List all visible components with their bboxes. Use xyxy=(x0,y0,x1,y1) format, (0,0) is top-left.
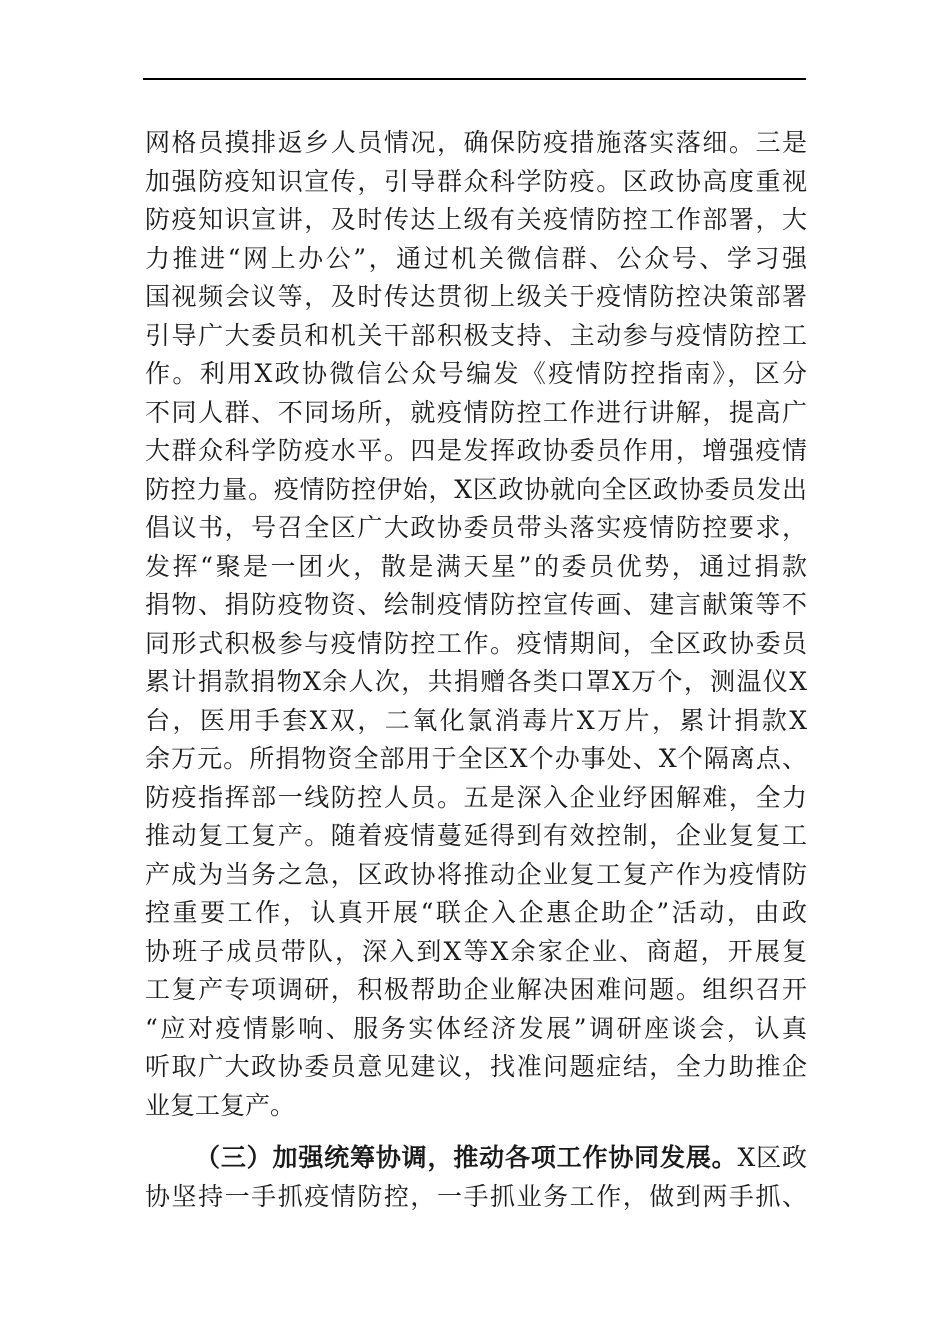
text-line: 防控力量。疫情防控伊始，X区政协就向全区政协委员发出 xyxy=(145,474,807,504)
text-line: 工复产专项调研，积极帮助企业解决困难问题。组织召开 xyxy=(145,975,807,1004)
text-line: 网格员摸排返乡人员情况，确保防疫措施落实落细。三是 xyxy=(145,128,807,157)
section-heading-line xyxy=(145,1139,807,1178)
heading-tail-text: X区政 xyxy=(737,1143,807,1172)
text-line: 听取广大政协委员意见建议，找准问题症结，全力助推企 xyxy=(145,1052,807,1081)
text-line: 同形式积极参与疫情防控工作。疫情期间，全区政协委员 xyxy=(145,628,807,658)
paragraph-2 xyxy=(145,1139,807,1216)
text-line: 台，医用手套X双，二氧化氯消毒片X万片，累计捐款X xyxy=(145,705,807,735)
text-line: 防疫指挥部一线防控人员。五是深入企业纾困解难，全力 xyxy=(145,782,807,812)
text-line: 不同人群、不同场所，就疫情防控工作进行讲解，提高广 xyxy=(145,397,807,427)
text-line: 推动复工复产。随着疫情蔓延得到有效控制，企业复复工 xyxy=(145,821,807,850)
text-line: “应对疫情影响、服务实体经济发展”调研座谈会，认真 xyxy=(145,1013,807,1043)
text-line: 捐物、捐防疫物资、绘制疫情防控宣传画、建言献策等不 xyxy=(145,590,807,619)
text-line: 引导广大委员和机关干部积极支持、主动参与疫情防控工 xyxy=(145,320,807,350)
text-line: 防疫知识宣讲，及时传达上级有关疫情防控工作部署，大 xyxy=(145,205,807,234)
text-line: 协班子成员带队，深入到X等X余家企业、商超，开展复 xyxy=(145,936,807,966)
text-line: 倡议书，号召全区广大政协委员带头落实疫情防控要求， xyxy=(145,513,807,542)
text-line: 国视频会议等，及时传达贯彻上级关于疫情防控决策部署 xyxy=(145,282,807,311)
section-heading: （三）加强统筹协调，推动各项工作协同发展。 xyxy=(195,1143,738,1172)
text-line: 加强防疫知识宣传，引导群众科学防疫。区政协高度重视 xyxy=(145,166,807,196)
text-line: 作。利用X政协微信公众号编发《疫情防控指南》，区分 xyxy=(145,359,807,388)
text-line: 业复工复产。 xyxy=(145,1090,296,1120)
text-line: 发挥“聚是一团火，散是满天星”的委员优势，通过捐款 xyxy=(145,551,807,581)
header-rule xyxy=(143,78,806,80)
text-line: 产成为当务之急，区政协将推动企业复工复产作为疫情防 xyxy=(145,859,807,889)
paragraph-gap xyxy=(145,1125,807,1139)
text-line: 力推进“网上办公”，通过机关微信群、公众号、学习强 xyxy=(145,243,807,273)
text-line: 大群众科学防疫水平。四是发挥政协委员作用，增强疫情 xyxy=(145,436,807,465)
text-line: 协坚持一手抓疫情防控，一手抓业务工作，做到两手抓、 xyxy=(145,1181,807,1211)
text-line: 余万元。所捐物资全部用于全区X个办事处、X个隔离点、 xyxy=(145,744,807,773)
body-text xyxy=(145,124,807,1216)
text-line: 累计捐款捐物X余人次，共捐赠各类口罩X万个，测温仪X xyxy=(145,667,807,696)
text-line: 控重要工作，认真开展“联企入企惠企助企”活动，由政 xyxy=(145,898,807,927)
paragraph-1 xyxy=(145,124,807,1125)
